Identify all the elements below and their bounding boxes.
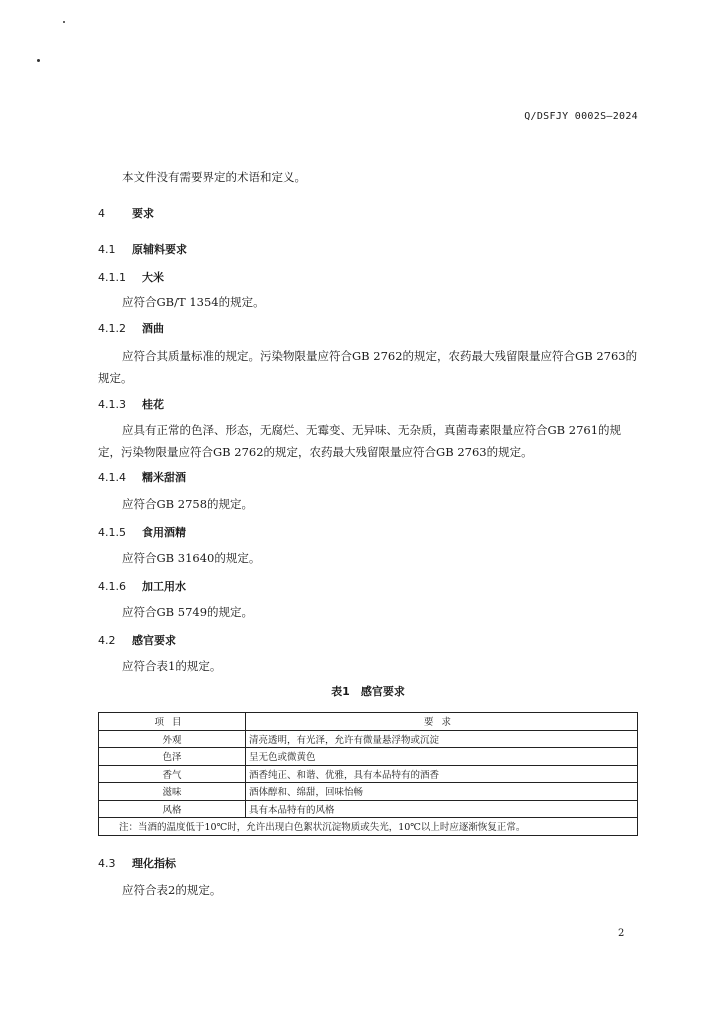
paragraph: 应符合GB 5749的规定。 (122, 605, 254, 619)
sensory-table (98, 712, 638, 836)
section-title: 糯米甜酒 (142, 471, 186, 484)
section-number: 4.3 (98, 857, 116, 870)
section-title: 原辅料要求 (132, 243, 187, 256)
section-heading (98, 853, 176, 875)
section-number: 4.2 (98, 634, 116, 647)
paragraph: 应符合GB 2758的规定。 (122, 497, 254, 511)
table-cell-item: 外观 (99, 730, 246, 748)
table-cell-requirement: 具有本品特有的风格 (246, 800, 638, 818)
paragraph: 应符合其质量标准的规定。污染物限量应符合GB 2762的规定，农药最大残留限量应符合GB 2763的规定。 (98, 349, 638, 385)
table-row (99, 730, 638, 748)
section-title: 食用酒精 (142, 526, 186, 539)
section-number: 4.1 (98, 243, 116, 256)
table-caption: 表1 感官要求 (331, 685, 405, 698)
table-cell-requirement: 呈无色或微黄色 (246, 748, 638, 766)
table-row (99, 765, 638, 783)
table-row (99, 800, 638, 818)
table-header-item: 项目 (99, 713, 246, 731)
section-heading (98, 318, 164, 340)
page-number: 2 (618, 928, 625, 939)
table-note: 注：当酒的温度低于10℃时，允许出现白色絮状沉淀物质或失光，10℃以上时应逐渐恢复正常。 (99, 818, 638, 836)
table-cell-requirement: 酒体醇和、绵甜，回味怡畅 (246, 783, 638, 801)
table-cell-item: 香气 (99, 765, 246, 783)
section-number: 4 (98, 207, 105, 220)
section-heading (98, 267, 164, 289)
paragraph: 应具有正常的色泽、形态，无腐烂、无霉变、无异味、无杂质，真菌毒素限量应符合GB 2761的规定，污染物限量应符合GB 2762的规定，农药最大残留限量应符合GB 2763的规定。 (98, 423, 622, 459)
section-title: 感官要求 (132, 634, 176, 647)
section-heading (98, 522, 186, 544)
scan-speck (37, 59, 40, 62)
section-number: 4.1.4 (98, 471, 126, 484)
section-title: 大米 (142, 271, 164, 284)
section-number: 4.1.6 (98, 580, 126, 593)
section-heading (98, 576, 186, 598)
table-row (99, 783, 638, 801)
section-heading (98, 203, 154, 225)
table-cell-item: 风格 (99, 800, 246, 818)
table-cell-item: 滋味 (99, 783, 246, 801)
section-heading (98, 467, 186, 489)
section-title: 加工用水 (142, 580, 186, 593)
section-heading (98, 394, 164, 416)
table-cell-item: 色泽 (99, 748, 246, 766)
intro-paragraph: 本文件没有需要界定的术语和定义。 (122, 170, 306, 184)
table-header-row (99, 713, 638, 731)
table-row (99, 748, 638, 766)
section-number: 4.1.5 (98, 526, 126, 539)
section-number: 4.1.1 (98, 271, 126, 284)
section-number: 4.1.2 (98, 322, 126, 335)
section-title: 酒曲 (142, 322, 164, 335)
section-title: 要求 (132, 207, 154, 220)
paragraph: 应符合表1的规定。 (122, 659, 222, 673)
section-number: 4.1.3 (98, 398, 126, 411)
paragraph: 应符合GB 31640的规定。 (122, 551, 261, 565)
table-header-requirement: 要求 (246, 713, 638, 731)
table-cell-requirement: 清亮透明，有光泽，允许有微量悬浮物或沉淀 (246, 730, 638, 748)
section-title: 理化指标 (132, 857, 176, 870)
section-title: 桂花 (142, 398, 164, 411)
scan-speck (63, 21, 65, 23)
table-note-row (99, 818, 638, 836)
section-heading (98, 239, 187, 261)
paragraph: 应符合GB/T 1354的规定。 (122, 295, 265, 309)
section-heading (98, 630, 176, 652)
document-id: Q/DSFJY 0002S—2024 (524, 111, 638, 122)
table-cell-requirement: 酒香纯正、和谐、优雅，具有本品特有的酒香 (246, 765, 638, 783)
paragraph: 应符合表2的规定。 (122, 883, 222, 897)
